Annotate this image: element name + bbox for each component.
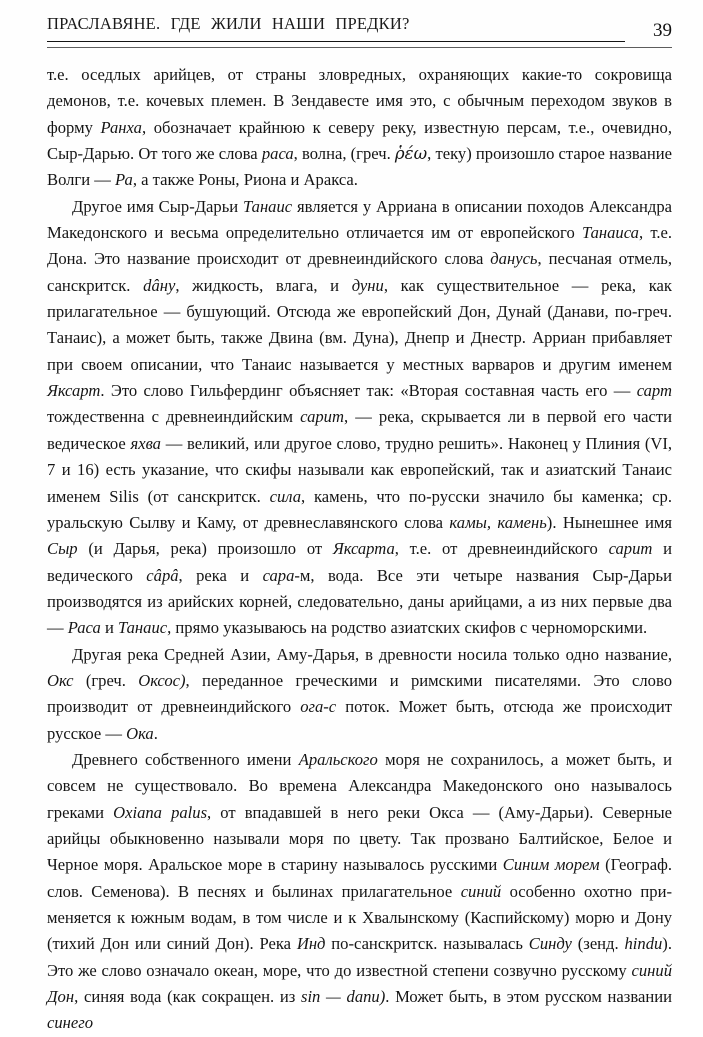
paragraph: т.е. оседлых арийцев, от страны зловредных, охраняющих какие-то сокровища демонов, т.е. кочевых племен. В Зендавесте имя это, с обычным переходом звуков в форму Ранха, обозначает крайнюю к северу реку, известную персам, т.е., очевидно, Сыр-Дарью. От того же слова раса, волна, (греч. ῥέω, теку) произошло старое название Волги — Ра, а также Роны, Риона и Аракса. [47, 65, 672, 190]
running-head [47, 14, 672, 44]
paragraph: Другое имя Сыр-Дарьи Танаис является у Арриана в описании походов Александра Македонского и весьма определительно отличается им от европейского Танаиса, т.е. Дона. Это название происходит от древнеиндийского слова данусь, песчаная отмель, санскритск. dâну, жидкость, влага, и дуни, как существительное — река, как прилагательное — бушующий. Отсюда же европейский Дон, Дунай (Данави, по-греч. Танаис), а может быть, также Двина (вм. Дуна), Днепр и Днестр. Арриан прибавляет при своем описании, что Танаис называется у местных варваров и другим именем Яксарт. Это слово Гильфердинг объясняет так: «Вторая составная часть его — сарт тождественна с древнеиндийским сарит, — река, скрывается ли в первой его части ведическое яхва — великий, или другое слово, трудно решить». Наконец у Плиния (VI, 7 и 16) есть указание, что скифы называли как европейский, так и азиатский Танаис именем Silis (от санскритск. сила, камень, что по-русски значило бы каменка; ср. уральскую Сылву и Каму, от древнеславянского слова камы, камень). Нынешнее имя Сыр (и Дарья, река) произошло от Яксарта, т.е. от древнеиндийского сарит и ведического câpâ, река и сара-м, вода. Все эти четыре названия Сыр-Дарьи производятся из арийских корней, следовательно, даны арийцами, а из них первые два — Раса и Танаис, прямо указываюсь на родство азиатских скифов с черноморскими. [47, 196, 673, 638]
header-rule-primary [47, 41, 625, 42]
paragraph: Другая река Средней Азии, Аму-Дарья, в древности носила только одно название, Окс (греч. Оксос), переданное греческими и римскими писателями. Это слово производит от древнеиндийского ога-с поток. Может быть, отсюда же происходит русское — Ока. [47, 644, 672, 743]
running-head-title: ПРАСЛАВЯНЕ. ГДЕ ЖИЛИ НАШИ ПРЕДКИ? [47, 14, 410, 33]
page-number: 39 [653, 20, 672, 41]
header-rule-secondary [47, 47, 672, 48]
body-text-column [47, 62, 672, 1037]
paragraph: Древнего собственного имени Аральского моря не сохранилось, а может быть, и совсем не существовало. Во времена Александра Македонского оно называлось греками Oxiana palus, от впадавшей в него реки Окса — (Аму-Дарьи). Северные арийцы обыкновенно называли моря по цвету. Так прозвано Балтийское, Белое и Черное моря. Аральское море в старину называлось русскими Синим морем (Географ. слов. Семенова). В песнях и былинах прилагательное синий особенно охотно применяется к южным водам, в том числе и к Хвалынскому (Каспийскому) морю и Дону (тихий Дон или синий Дон). Река Инд по-санскритск. называлась Синду (зенд. hindu). Это же слово означало океан, море, что до известной степени созвучно русскому синий Дон, синяя вода (как сокращен. из sin — danu). Может быть, в этом русском названии синего [47, 749, 673, 1033]
